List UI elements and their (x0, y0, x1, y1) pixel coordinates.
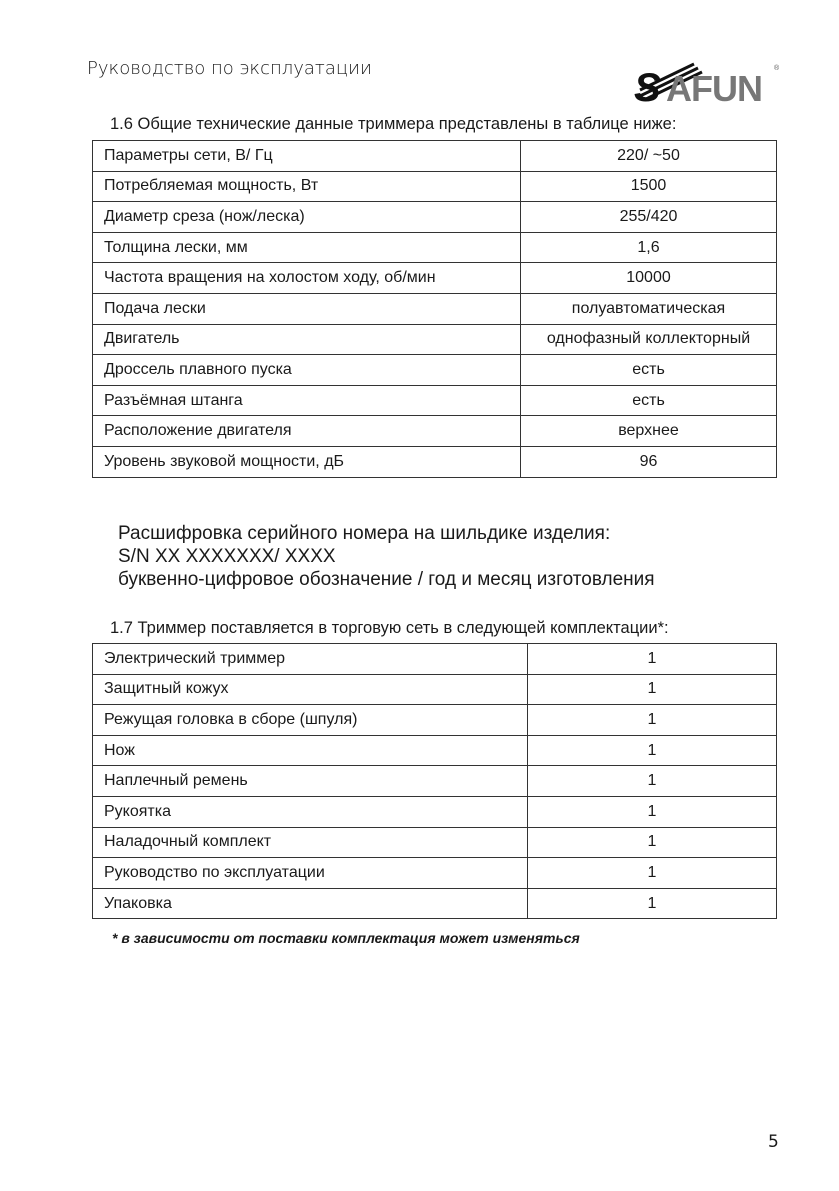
parameter-cell: Уровень звуковой мощности, дБ (93, 446, 521, 477)
table-row (93, 644, 777, 675)
parameter-cell: Расположение двигателя (93, 416, 521, 447)
parameter-cell: Параметры сети, В/ Гц (93, 141, 521, 172)
parameter-cell: Потребляемая мощность, Вт (93, 171, 521, 202)
value-cell: 1 (528, 705, 777, 736)
parameter-cell: Диаметр среза (нож/леска) (93, 202, 521, 233)
table-row (93, 293, 777, 324)
value-cell: 1 (528, 735, 777, 766)
parameter-cell: Нож (93, 735, 528, 766)
parameter-cell: Наплечный ремень (93, 766, 528, 797)
safun-logo (632, 60, 782, 104)
package-contents-table (92, 643, 777, 919)
value-cell: 10000 (521, 263, 777, 294)
value-cell: 1 (528, 827, 777, 858)
section-1-7-heading: 1.7 Триммер поставляется в торговую сеть в следующей комплектации*: (110, 619, 669, 637)
table-row (93, 446, 777, 477)
value-cell: 1 (528, 766, 777, 797)
serial-description: буквенно-цифровое обозначение / год и месяц изготовления (118, 569, 655, 590)
parameter-cell: Рукоятка (93, 796, 528, 827)
value-cell: полуавтоматическая (521, 293, 777, 324)
table-row (93, 355, 777, 386)
parameter-cell: Электрический триммер (93, 644, 528, 675)
table-row (93, 141, 777, 172)
page-number: 5 (768, 1132, 779, 1152)
value-cell: 220/ ~50 (521, 141, 777, 172)
value-cell: верхнее (521, 416, 777, 447)
value-cell: есть (521, 385, 777, 416)
value-cell: 1,6 (521, 232, 777, 263)
svg-text:AFUN: AFUN (666, 68, 762, 104)
parameter-cell: Толщина лески, мм (93, 232, 521, 263)
table-row (93, 705, 777, 736)
serial-format: S/N XX XXXXXXX/ XXXX (118, 546, 336, 567)
table-row (93, 385, 777, 416)
section-1-6-heading: 1.6 Общие технические данные триммера представлены в таблице ниже: (110, 115, 677, 133)
running-header: Руководство по эксплуатации (87, 58, 372, 79)
table-row (93, 735, 777, 766)
parameter-cell: Разъёмная штанга (93, 385, 521, 416)
table-row (93, 416, 777, 447)
parameter-cell: Дроссель плавного пуска (93, 355, 521, 386)
parameter-cell: Упаковка (93, 888, 528, 919)
value-cell: 255/420 (521, 202, 777, 233)
parameter-cell: Частота вращения на холостом ходу, об/мин (93, 263, 521, 294)
parameter-cell: Наладочный комплект (93, 827, 528, 858)
value-cell: 1 (528, 888, 777, 919)
value-cell: 1 (528, 674, 777, 705)
technical-data-table (92, 140, 777, 478)
table-row (93, 888, 777, 919)
table-row (93, 263, 777, 294)
parameter-cell: Подача лески (93, 293, 521, 324)
serial-title: Расшифровка серийного номера на шильдике изделия: (118, 523, 611, 544)
table-row (93, 674, 777, 705)
table-row (93, 858, 777, 889)
value-cell: 1 (528, 796, 777, 827)
table-row (93, 232, 777, 263)
table-row (93, 324, 777, 355)
table-row (93, 202, 777, 233)
value-cell: 1 (528, 858, 777, 889)
table-row (93, 827, 777, 858)
parameter-cell: Режущая головка в сборе (шпуля) (93, 705, 528, 736)
parameter-cell: Двигатель (93, 324, 521, 355)
value-cell: 1 (528, 644, 777, 675)
value-cell: 1500 (521, 171, 777, 202)
value-cell: однофазный коллекторный (521, 324, 777, 355)
svg-text:S: S (634, 66, 661, 104)
value-cell: есть (521, 355, 777, 386)
svg-text:®: ® (774, 65, 780, 72)
parameter-cell: Защитный кожух (93, 674, 528, 705)
table-row (93, 766, 777, 797)
footnote: * в зависимости от поставки комплектация может изменяться (112, 930, 580, 946)
parameter-cell: Руководство по эксплуатации (93, 858, 528, 889)
table-row (93, 171, 777, 202)
table-row (93, 796, 777, 827)
value-cell: 96 (521, 446, 777, 477)
